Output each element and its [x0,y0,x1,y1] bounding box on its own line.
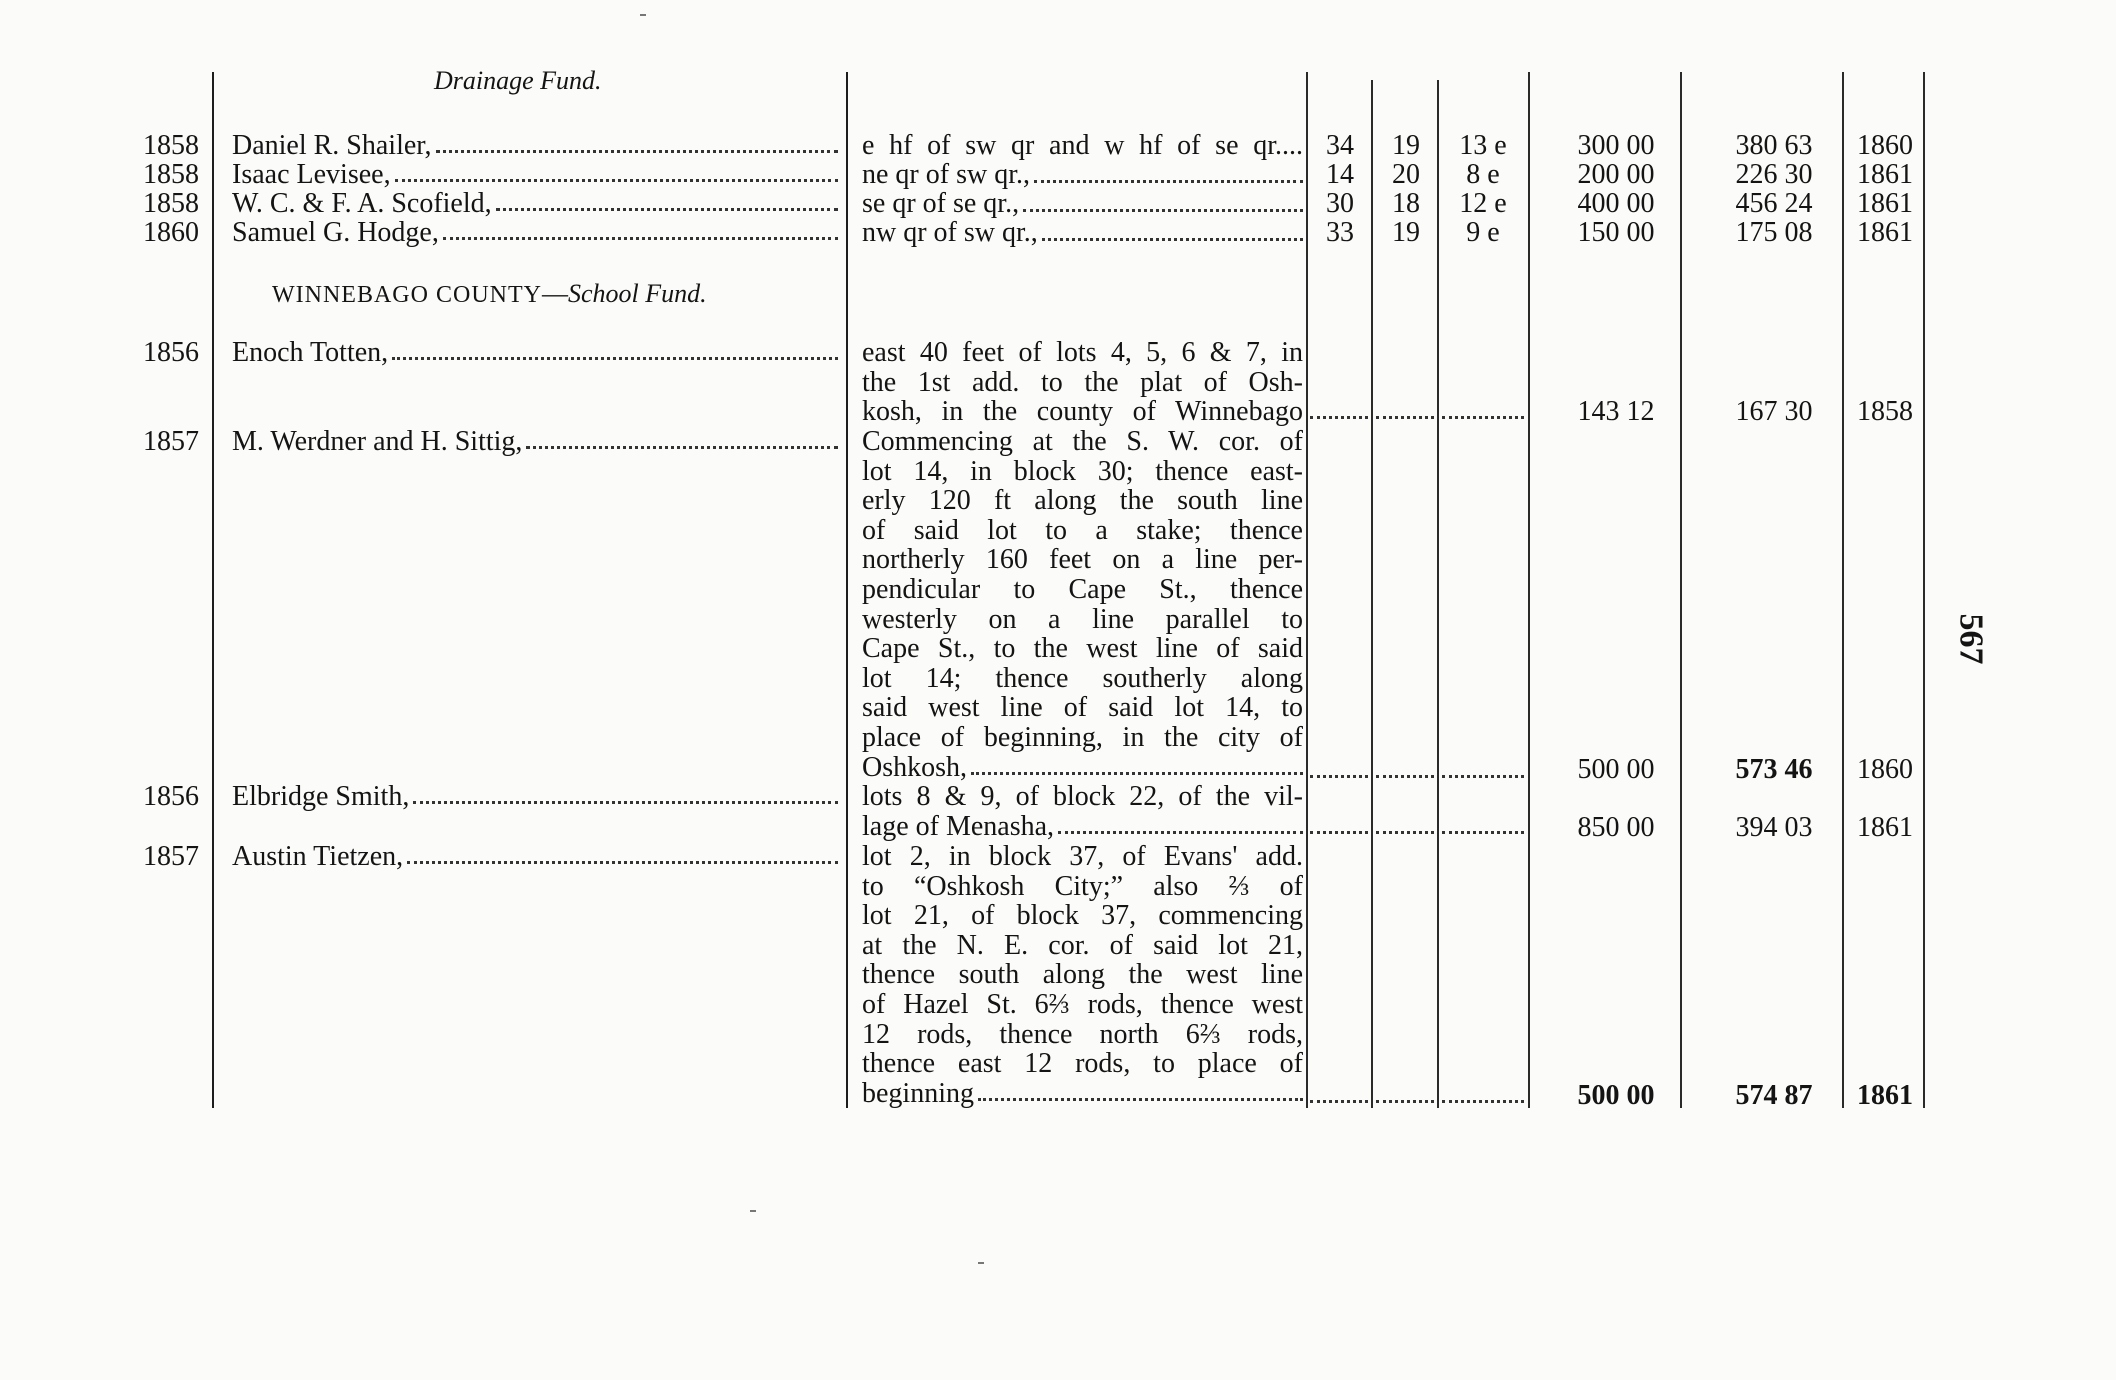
description-text: Oshkosh, [862,752,968,783]
principal-cell: 150 00 [1577,217,1655,248]
description-cell [862,218,1303,248]
name-text: Isaac Levisee, [232,159,391,190]
name-cell [232,218,842,247]
leader-dots [1442,828,1524,834]
description-line: lot 14, in block 30; thence east- [862,456,1303,487]
description-line [862,1079,1303,1109]
description-line: of Hazel St. 6⅔ rods, thence west [862,989,1303,1020]
sec-cell: 14 [1326,159,1354,190]
description-line: of said lot to a stake; thence [862,515,1303,546]
year-cell: 1857 [143,841,199,872]
print-mark [750,1210,756,1212]
print-mark [640,14,646,16]
amount-cell: 573 46 [1735,754,1813,785]
year-cell: 1858 [143,130,199,161]
description-line: westerly on a line parallel to [862,604,1303,635]
description-line: east 40 feet of lots 4, 5, 6 & 7, in [862,338,1303,368]
name-cell [232,189,842,218]
description-cell [862,189,1303,219]
name-cell [232,427,842,456]
name-cell [232,131,842,160]
leader-dots [392,338,838,360]
redeemed-cell: 1861 [1857,1080,1913,1111]
section-header-winnebago [272,279,707,310]
description-cell [862,131,1303,161]
description-text: nw qr of sw qr., [862,218,1038,248]
redeemed-cell: 1858 [1857,396,1913,427]
principal-cell: 850 00 [1577,812,1655,843]
range-cell: 12 e [1459,188,1507,219]
page-number: 567 [1952,613,1990,665]
leader-dots [395,160,838,182]
description-text: ne qr of sw qr., [862,160,1030,190]
leader-dots [1310,772,1368,778]
year-cell: 1860 [143,217,199,248]
description-line: northerly 160 feet on a line per- [862,545,1303,575]
description-line: lots 8 & 9, of block 22, of the vil- [862,782,1303,812]
description-line: e hf of sw qr and w hf of se qr.... [862,131,1303,161]
name-text: Daniel R. Shailer, [232,130,432,161]
leader-dots [1376,413,1434,419]
name-text: Samuel G. Hodge, [232,217,439,248]
description-line: lot 2, in block 37, of Evans' add. [862,842,1303,872]
name-text: M. Werdner and H. Sittig, [232,426,523,457]
name-cell [232,160,842,189]
description-line: Commencing at the S. W. cor. of [862,427,1303,457]
print-mark [978,1262,984,1264]
leader-dots [1034,160,1303,183]
rule-town [1437,80,1439,1108]
description-line: to “Oshkosh City;” also ⅔ of [862,871,1303,902]
name-cell [232,842,842,871]
description-cell [862,782,1303,841]
principal-cell: 400 00 [1577,188,1655,219]
rule-desc [1306,72,1308,1108]
description-line: 12 rods, thence north 6⅔ rods, [862,1019,1303,1050]
description-line: place of beginning, in the city of [862,722,1303,753]
principal-cell: 200 00 [1577,159,1655,190]
rule-amount [1842,72,1844,1108]
description-line: kosh, in the county of Winnebago [862,397,1303,427]
description-line: Cape St., to the west line of said [862,634,1303,664]
leader-dots [1058,812,1303,835]
leader-dots [436,131,839,153]
description-cell [862,427,1303,782]
town-cell: 18 [1392,188,1420,219]
leader-dots [1376,828,1434,834]
description-text: se qr of se qr., [862,189,1020,219]
amount-cell: 394 03 [1735,812,1813,843]
description-line: erly 120 ft along the south line [862,486,1303,516]
amount-cell: 167 30 [1735,396,1813,427]
leader-dots [443,218,838,240]
leader-dots [526,427,838,449]
rule-name [846,72,848,1108]
description-line: thence east 12 rods, to place of [862,1049,1303,1079]
leader-dots [1310,413,1368,419]
redeemed-cell: 1861 [1857,188,1913,219]
principal-cell: 300 00 [1577,130,1655,161]
leader-dots [1442,772,1524,778]
amount-cell: 456 24 [1735,188,1813,219]
redeemed-cell: 1861 [1857,812,1913,843]
description-line: at the N. E. cor. of said lot 21, [862,930,1303,961]
description-line [862,753,1303,783]
redeemed-cell: 1861 [1857,217,1913,248]
description-text: lage of Menasha, [862,811,1055,842]
year-cell: 1856 [143,781,199,812]
year-cell: 1858 [143,159,199,190]
description-line [862,160,1303,190]
leader-dots [1042,218,1303,241]
description-line: thence south along the west line [862,960,1303,990]
section-header-drainage: Drainage Fund. [434,66,602,95]
leader-dots [1376,1097,1434,1103]
principal-cell: 143 12 [1577,396,1655,427]
range-cell: 8 e [1466,159,1500,190]
rule-left [212,72,214,1108]
leader-dots [1310,828,1368,834]
town-cell: 19 [1392,130,1420,161]
name-text: Austin Tietzen, [232,841,404,872]
description-line: pendicular to Cape St., thence [862,574,1303,605]
redeemed-cell: 1861 [1857,159,1913,190]
sec-cell: 34 [1326,130,1354,161]
range-cell: 9 e [1466,217,1500,248]
town-cell: 19 [1392,217,1420,248]
amount-cell: 574 87 [1735,1080,1813,1111]
name-text: Enoch Totten, [232,337,389,368]
description-line: said west line of said lot 14, to [862,693,1303,723]
year-cell: 1858 [143,188,199,219]
town-cell: 20 [1392,159,1420,190]
county-name: WINNEBAGO COUNTY [272,282,542,308]
description-cell [862,842,1303,1108]
rule-principal [1680,72,1682,1108]
description-cell [862,160,1303,190]
description-line: the 1st add. to the plat of Osh- [862,367,1303,398]
leader-dots [407,842,838,864]
amount-cell: 175 08 [1735,217,1813,248]
description-line [862,812,1303,842]
description-text: beginning [862,1078,974,1109]
sec-cell: 30 [1326,188,1354,219]
description-line: lot 21, of block 37, commencing [862,901,1303,931]
redeemed-cell: 1860 [1857,130,1913,161]
amount-cell: 226 30 [1735,159,1813,190]
leader-dots [971,753,1303,776]
amount-cell: 380 63 [1735,130,1813,161]
description-cell [862,338,1303,427]
rule-range [1528,72,1530,1108]
description-line: lot 14; thence southerly along [862,663,1303,694]
leader-dots [1442,413,1524,419]
name-text: W. C. & F. A. Scofield, [232,188,492,219]
year-cell: 1856 [143,337,199,368]
leader-dots [496,189,838,211]
leader-dots [1376,772,1434,778]
rule-redeemed [1923,72,1925,1108]
leader-dots [1023,189,1303,212]
em-dash: — [541,279,568,308]
fund-name: School Fund. [567,279,707,308]
leader-dots [413,782,838,804]
name-cell [232,338,842,367]
range-cell: 13 e [1459,130,1507,161]
leader-dots [1310,1097,1368,1103]
rule-sec [1371,80,1373,1108]
leader-dots [978,1079,1303,1102]
description-line [862,218,1303,248]
leader-dots [1442,1097,1524,1103]
redeemed-cell: 1860 [1857,754,1913,785]
sec-cell: 33 [1326,217,1354,248]
description-line [862,189,1303,219]
principal-cell: 500 00 [1577,1080,1655,1111]
year-cell: 1857 [143,426,199,457]
name-cell [232,782,842,811]
name-text: Elbridge Smith, [232,781,410,812]
principal-cell: 500 00 [1577,754,1655,785]
